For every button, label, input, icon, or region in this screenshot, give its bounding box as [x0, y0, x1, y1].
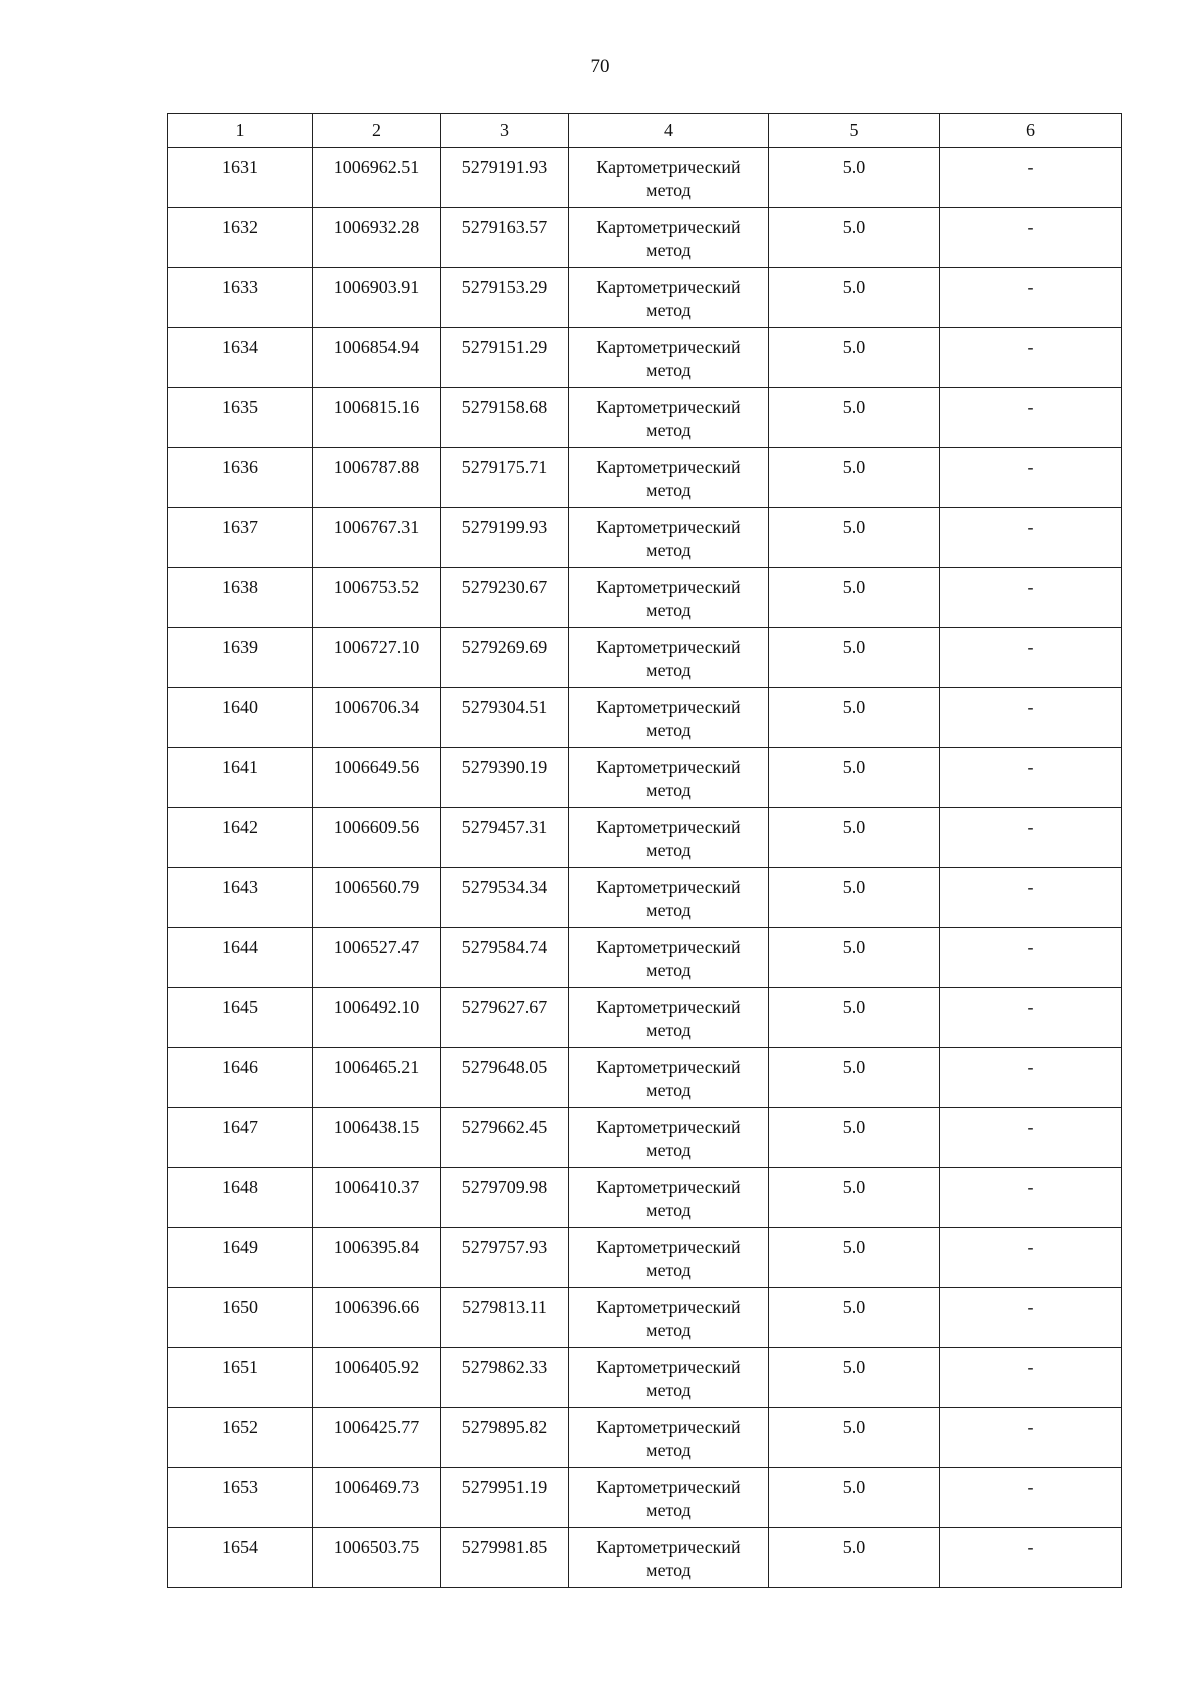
method-line-1: Картометрический [596, 1237, 741, 1257]
note-cell: - [940, 1288, 1122, 1348]
accuracy-cell: 5.0 [769, 1528, 940, 1588]
point-number-cell: 1640 [168, 688, 313, 748]
y-coordinate-cell: 5279951.19 [441, 1468, 569, 1528]
table-row [168, 388, 1122, 448]
method-cell [569, 568, 769, 628]
table-row [168, 628, 1122, 688]
accuracy-cell: 5.0 [769, 1048, 940, 1108]
accuracy-cell: 5.0 [769, 1108, 940, 1168]
point-number-cell: 1645 [168, 988, 313, 1048]
method-line-1: Картометрический [596, 1297, 741, 1317]
method-line-2: метод [646, 660, 691, 680]
header-cell-2: 2 [313, 114, 441, 148]
table-row [168, 1048, 1122, 1108]
note-cell: - [940, 928, 1122, 988]
table-row [168, 1168, 1122, 1228]
method-cell [569, 628, 769, 688]
method-line-1: Картометрический [596, 1117, 741, 1137]
x-coordinate-cell: 1006395.84 [313, 1228, 441, 1288]
method-line-1: Картометрический [596, 1357, 741, 1377]
method-line-2: метод [646, 540, 691, 560]
method-line-2: метод [646, 420, 691, 440]
point-number-cell: 1648 [168, 1168, 313, 1228]
note-cell: - [940, 448, 1122, 508]
x-coordinate-cell: 1006425.77 [313, 1408, 441, 1468]
x-coordinate-cell: 1006962.51 [313, 148, 441, 208]
method-line-2: метод [646, 1260, 691, 1280]
x-coordinate-cell: 1006815.16 [313, 388, 441, 448]
page-number: 70 [590, 56, 610, 77]
note-cell: - [940, 328, 1122, 388]
table-row [168, 1228, 1122, 1288]
point-number-cell: 1643 [168, 868, 313, 928]
point-number-cell: 1651 [168, 1348, 313, 1408]
y-coordinate-cell: 5279199.93 [441, 508, 569, 568]
x-coordinate-cell: 1006727.10 [313, 628, 441, 688]
method-line-2: метод [646, 1560, 691, 1580]
method-line-2: метод [646, 1080, 691, 1100]
point-number-cell: 1652 [168, 1408, 313, 1468]
method-cell [569, 448, 769, 508]
accuracy-cell: 5.0 [769, 508, 940, 568]
x-coordinate-cell: 1006767.31 [313, 508, 441, 568]
method-cell [569, 1228, 769, 1288]
method-line-1: Картометрический [596, 817, 741, 837]
method-line-2: метод [646, 1500, 691, 1520]
accuracy-cell: 5.0 [769, 868, 940, 928]
table-row [168, 748, 1122, 808]
x-coordinate-cell: 1006560.79 [313, 868, 441, 928]
table-row [168, 808, 1122, 868]
coordinates-table [167, 113, 1122, 1588]
note-cell: - [940, 1048, 1122, 1108]
accuracy-cell: 5.0 [769, 688, 940, 748]
table-row [168, 928, 1122, 988]
method-cell [569, 808, 769, 868]
table-row [168, 1468, 1122, 1528]
header-cell-4: 4 [569, 114, 769, 148]
method-line-1: Картометрический [596, 157, 741, 177]
accuracy-cell: 5.0 [769, 1288, 940, 1348]
method-cell [569, 1348, 769, 1408]
method-line-1: Картометрический [596, 1537, 741, 1557]
point-number-cell: 1654 [168, 1528, 313, 1588]
header-cell-5: 5 [769, 114, 940, 148]
note-cell: - [940, 1348, 1122, 1408]
point-number-cell: 1646 [168, 1048, 313, 1108]
y-coordinate-cell: 5279390.19 [441, 748, 569, 808]
x-coordinate-cell: 1006410.37 [313, 1168, 441, 1228]
method-cell [569, 1288, 769, 1348]
y-coordinate-cell: 5279163.57 [441, 208, 569, 268]
y-coordinate-cell: 5279304.51 [441, 688, 569, 748]
point-number-cell: 1639 [168, 628, 313, 688]
method-line-1: Картометрический [596, 697, 741, 717]
method-cell [569, 208, 769, 268]
y-coordinate-cell: 5279627.67 [441, 988, 569, 1048]
accuracy-cell: 5.0 [769, 448, 940, 508]
method-line-1: Картометрический [596, 637, 741, 657]
method-cell [569, 988, 769, 1048]
method-cell [569, 328, 769, 388]
point-number-cell: 1653 [168, 1468, 313, 1528]
method-line-2: метод [646, 1320, 691, 1340]
method-line-1: Картометрический [596, 457, 741, 477]
y-coordinate-cell: 5279158.68 [441, 388, 569, 448]
method-line-2: метод [646, 900, 691, 920]
method-line-2: метод [646, 360, 691, 380]
method-line-1: Картометрический [596, 1057, 741, 1077]
x-coordinate-cell: 1006492.10 [313, 988, 441, 1048]
point-number-cell: 1638 [168, 568, 313, 628]
method-line-1: Картометрический [596, 997, 741, 1017]
table-row [168, 568, 1122, 628]
note-cell: - [940, 1468, 1122, 1528]
y-coordinate-cell: 5279709.98 [441, 1168, 569, 1228]
method-cell [569, 1108, 769, 1168]
method-line-1: Картометрический [596, 277, 741, 297]
accuracy-cell: 5.0 [769, 148, 940, 208]
table-row [168, 268, 1122, 328]
x-coordinate-cell: 1006405.92 [313, 1348, 441, 1408]
accuracy-cell: 5.0 [769, 928, 940, 988]
method-cell [569, 748, 769, 808]
x-coordinate-cell: 1006503.75 [313, 1528, 441, 1588]
x-coordinate-cell: 1006649.56 [313, 748, 441, 808]
y-coordinate-cell: 5279813.11 [441, 1288, 569, 1348]
point-number-cell: 1642 [168, 808, 313, 868]
point-number-cell: 1647 [168, 1108, 313, 1168]
method-line-2: метод [646, 1140, 691, 1160]
x-coordinate-cell: 1006706.34 [313, 688, 441, 748]
point-number-cell: 1631 [168, 148, 313, 208]
point-number-cell: 1650 [168, 1288, 313, 1348]
note-cell: - [940, 568, 1122, 628]
method-cell [569, 1468, 769, 1528]
x-coordinate-cell: 1006903.91 [313, 268, 441, 328]
point-number-cell: 1632 [168, 208, 313, 268]
header-cell-3: 3 [441, 114, 569, 148]
y-coordinate-cell: 5279151.29 [441, 328, 569, 388]
note-cell: - [940, 1528, 1122, 1588]
y-coordinate-cell: 5279269.69 [441, 628, 569, 688]
x-coordinate-cell: 1006609.56 [313, 808, 441, 868]
accuracy-cell: 5.0 [769, 208, 940, 268]
method-line-2: метод [646, 300, 691, 320]
accuracy-cell: 5.0 [769, 1408, 940, 1468]
point-number-cell: 1636 [168, 448, 313, 508]
method-cell [569, 928, 769, 988]
note-cell: - [940, 148, 1122, 208]
accuracy-cell: 5.0 [769, 1468, 940, 1528]
x-coordinate-cell: 1006854.94 [313, 328, 441, 388]
point-number-cell: 1635 [168, 388, 313, 448]
method-cell [569, 508, 769, 568]
accuracy-cell: 5.0 [769, 388, 940, 448]
note-cell: - [940, 208, 1122, 268]
y-coordinate-cell: 5279584.74 [441, 928, 569, 988]
method-line-1: Картометрический [596, 397, 741, 417]
method-line-2: метод [646, 240, 691, 260]
note-cell: - [940, 628, 1122, 688]
table-row [168, 1528, 1122, 1588]
table-row [168, 1108, 1122, 1168]
method-line-2: метод [646, 1200, 691, 1220]
table-row [168, 508, 1122, 568]
method-line-2: метод [646, 1440, 691, 1460]
point-number-cell: 1641 [168, 748, 313, 808]
table-row [168, 988, 1122, 1048]
table-row [168, 148, 1122, 208]
accuracy-cell: 5.0 [769, 988, 940, 1048]
note-cell: - [940, 1228, 1122, 1288]
method-line-1: Картометрический [596, 577, 741, 597]
table-row [168, 328, 1122, 388]
table-body [168, 114, 1122, 1588]
y-coordinate-cell: 5279757.93 [441, 1228, 569, 1288]
note-cell: - [940, 1108, 1122, 1168]
y-coordinate-cell: 5279662.45 [441, 1108, 569, 1168]
accuracy-cell: 5.0 [769, 1168, 940, 1228]
method-line-1: Картометрический [596, 1177, 741, 1197]
header-cell-6: 6 [940, 114, 1122, 148]
note-cell: - [940, 688, 1122, 748]
method-cell [569, 1408, 769, 1468]
note-cell: - [940, 508, 1122, 568]
note-cell: - [940, 1408, 1122, 1468]
table-row [168, 1288, 1122, 1348]
note-cell: - [940, 988, 1122, 1048]
method-cell [569, 1168, 769, 1228]
method-line-2: метод [646, 180, 691, 200]
method-cell [569, 388, 769, 448]
point-number-cell: 1644 [168, 928, 313, 988]
method-line-1: Картометрический [596, 877, 741, 897]
table-row [168, 688, 1122, 748]
x-coordinate-cell: 1006438.15 [313, 1108, 441, 1168]
y-coordinate-cell: 5279895.82 [441, 1408, 569, 1468]
method-cell [569, 868, 769, 928]
method-line-2: метод [646, 600, 691, 620]
method-cell [569, 148, 769, 208]
y-coordinate-cell: 5279230.67 [441, 568, 569, 628]
note-cell: - [940, 868, 1122, 928]
note-cell: - [940, 268, 1122, 328]
accuracy-cell: 5.0 [769, 808, 940, 868]
y-coordinate-cell: 5279981.85 [441, 1528, 569, 1588]
method-cell [569, 1528, 769, 1588]
method-line-2: метод [646, 1380, 691, 1400]
x-coordinate-cell: 1006396.66 [313, 1288, 441, 1348]
x-coordinate-cell: 1006932.28 [313, 208, 441, 268]
accuracy-cell: 5.0 [769, 1348, 940, 1408]
accuracy-cell: 5.0 [769, 268, 940, 328]
point-number-cell: 1649 [168, 1228, 313, 1288]
method-line-2: метод [646, 720, 691, 740]
method-line-1: Картометрический [596, 337, 741, 357]
point-number-cell: 1634 [168, 328, 313, 388]
method-line-2: метод [646, 780, 691, 800]
note-cell: - [940, 1168, 1122, 1228]
method-line-1: Картометрический [596, 1417, 741, 1437]
method-line-1: Картометрический [596, 1477, 741, 1497]
method-line-2: метод [646, 840, 691, 860]
method-line-2: метод [646, 1020, 691, 1040]
point-number-cell: 1637 [168, 508, 313, 568]
note-cell: - [940, 748, 1122, 808]
method-line-1: Картометрический [596, 757, 741, 777]
table-row [168, 448, 1122, 508]
x-coordinate-cell: 1006465.21 [313, 1048, 441, 1108]
table-header-row [168, 114, 1122, 148]
method-line-2: метод [646, 960, 691, 980]
y-coordinate-cell: 5279648.05 [441, 1048, 569, 1108]
point-number-cell: 1633 [168, 268, 313, 328]
y-coordinate-cell: 5279534.34 [441, 868, 569, 928]
accuracy-cell: 5.0 [769, 568, 940, 628]
accuracy-cell: 5.0 [769, 748, 940, 808]
x-coordinate-cell: 1006753.52 [313, 568, 441, 628]
y-coordinate-cell: 5279862.33 [441, 1348, 569, 1408]
table-row [168, 1348, 1122, 1408]
method-line-1: Картометрический [596, 517, 741, 537]
accuracy-cell: 5.0 [769, 1228, 940, 1288]
table-row [168, 868, 1122, 928]
x-coordinate-cell: 1006787.88 [313, 448, 441, 508]
note-cell: - [940, 808, 1122, 868]
header-cell-1: 1 [168, 114, 313, 148]
method-line-2: метод [646, 480, 691, 500]
method-cell [569, 688, 769, 748]
accuracy-cell: 5.0 [769, 328, 940, 388]
method-line-1: Картометрический [596, 937, 741, 957]
note-cell: - [940, 388, 1122, 448]
y-coordinate-cell: 5279191.93 [441, 148, 569, 208]
method-cell [569, 268, 769, 328]
accuracy-cell: 5.0 [769, 628, 940, 688]
table-row [168, 1408, 1122, 1468]
method-line-1: Картометрический [596, 217, 741, 237]
x-coordinate-cell: 1006469.73 [313, 1468, 441, 1528]
y-coordinate-cell: 5279457.31 [441, 808, 569, 868]
x-coordinate-cell: 1006527.47 [313, 928, 441, 988]
table-row [168, 208, 1122, 268]
y-coordinate-cell: 5279175.71 [441, 448, 569, 508]
method-cell [569, 1048, 769, 1108]
y-coordinate-cell: 5279153.29 [441, 268, 569, 328]
